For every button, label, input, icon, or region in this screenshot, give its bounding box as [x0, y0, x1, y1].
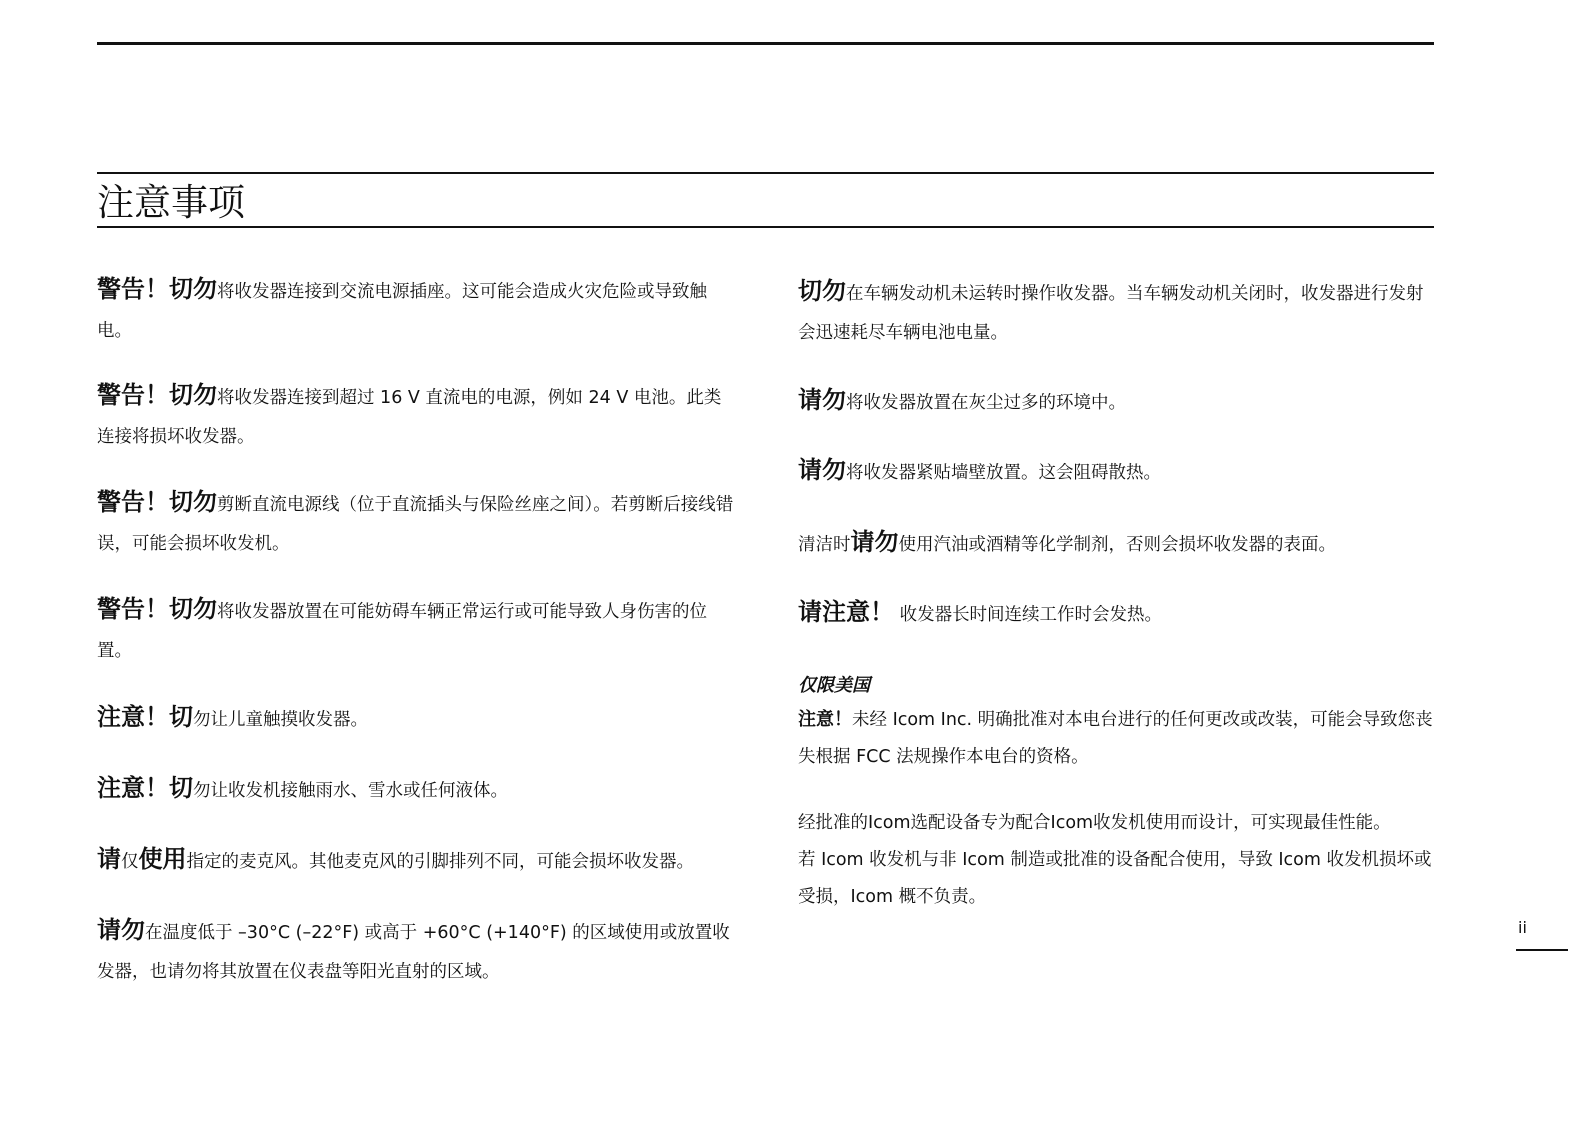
- notice-prefix: 警告！切勿: [97, 488, 217, 516]
- notice-prefix: 请注意！: [798, 598, 894, 626]
- notice-item: [97, 911, 737, 992]
- notice-prefix: 请勿: [798, 456, 846, 484]
- notice-item: [97, 376, 737, 457]
- notice-prefix: 请勿: [850, 528, 899, 556]
- notice-prefix: 请勿: [97, 916, 145, 944]
- notice-item: [97, 590, 737, 671]
- notice-mid: 仅: [121, 852, 139, 872]
- notice-text: 指定的麦克风。其他麦克风的引脚排列不同，可能会损坏收发器。: [186, 852, 694, 872]
- notice-text: 在车辆发动机未运转时操作收发器。当车辆发动机关闭时，收发器进行发射会迅速耗尽车辆电池电量。: [798, 284, 1424, 343]
- notice-item: [97, 270, 737, 351]
- notice-item: [97, 769, 737, 811]
- notice-text: 将收发器紧贴墙壁放置。这会阻碍散热。: [846, 463, 1161, 483]
- notice-text: 剪断直流电源线（位于直流插头与保险丝座之间）。若剪断后接线错误，可能会损坏收发机。: [97, 495, 734, 554]
- notice-item: [97, 698, 737, 740]
- title-rule-top: [97, 172, 1434, 174]
- notice-text: 将收发器放置在可能妨碍车辆正常运行或可能导致人身伤害的位置。: [97, 602, 707, 661]
- notice-prefix: 注意！切: [97, 703, 193, 731]
- usa-paragraph-1: 经批准的Icom选配设备专为配合Icom收发机使用而设计，可实现最佳性能。: [798, 813, 1391, 833]
- notice-prefix: 请勿: [798, 386, 846, 414]
- notice-prefix: 切勿: [798, 277, 846, 305]
- notice-text: 使用汽油或酒精等化学制剂，否则会损坏收发器的表面。: [898, 535, 1336, 555]
- usa-heading: 仅限美国: [798, 675, 870, 696]
- notice-text: 将收发器连接到交流电源插座。这可能会造成火灾危险或导致触电。: [97, 282, 707, 341]
- notice-prefix: 请: [97, 845, 121, 873]
- header-rule: [97, 42, 1434, 45]
- notice-prefix-2: 使用: [138, 845, 187, 873]
- notice-text: 在温度低于 –30°C (–22°F) 或高于 +60°C (+140°F) 的区域使用或放置收发器，也请勿将其放置在仪表盘等阳光直射的区域。: [97, 923, 730, 982]
- notice-item: [798, 272, 1438, 353]
- usa-caution: [798, 701, 1438, 776]
- notice-prefix: 警告！切勿: [97, 381, 217, 409]
- notice-lead: 清洁时: [798, 535, 851, 555]
- page-number: ii: [1518, 918, 1527, 937]
- notice-prefix: 警告！切勿: [97, 595, 217, 623]
- notice-text: 将收发器连接到超过 16 V 直流电的电源，例如 24 V 电池。此类连接将损坏收发器。: [97, 388, 722, 447]
- title-rule-bottom: [97, 226, 1434, 228]
- notice-text: 勿让收发机接触雨水、雪水或任何液体。: [193, 781, 508, 801]
- usa-paragraph-2: 若 Icom 收发机与非 Icom 制造或批准的设备配合使用，导致 Icom 收发机损坏或受损，Icom 概不负责。: [798, 850, 1432, 907]
- notice-item: [798, 523, 1438, 565]
- notice-item: [798, 381, 1438, 423]
- notice-item: [97, 483, 737, 564]
- page-number-rule: [1516, 949, 1568, 951]
- notice-item: [798, 451, 1438, 493]
- notice-text: 收发器长时间连续工作时会发热。: [894, 605, 1163, 625]
- usa-caution-label: 注意！: [798, 709, 852, 730]
- notice-prefix: 警告！切勿: [97, 275, 217, 303]
- notice-text: 将收发器放置在灰尘过多的环境中。: [846, 393, 1126, 413]
- notice-text: 勿让儿童触摸收发器。: [193, 710, 368, 730]
- usa-caution-text: 未经 Icom Inc. 明确批准对本电台进行的任何更改或改装，可能会导致您丧失根据 FCC 法规操作本电台的资格。: [798, 710, 1433, 767]
- notice-item: [97, 840, 737, 882]
- notice-prefix: 注意！切: [97, 774, 193, 802]
- notice-item: [798, 593, 1438, 635]
- page-title: 注意事项: [97, 181, 245, 224]
